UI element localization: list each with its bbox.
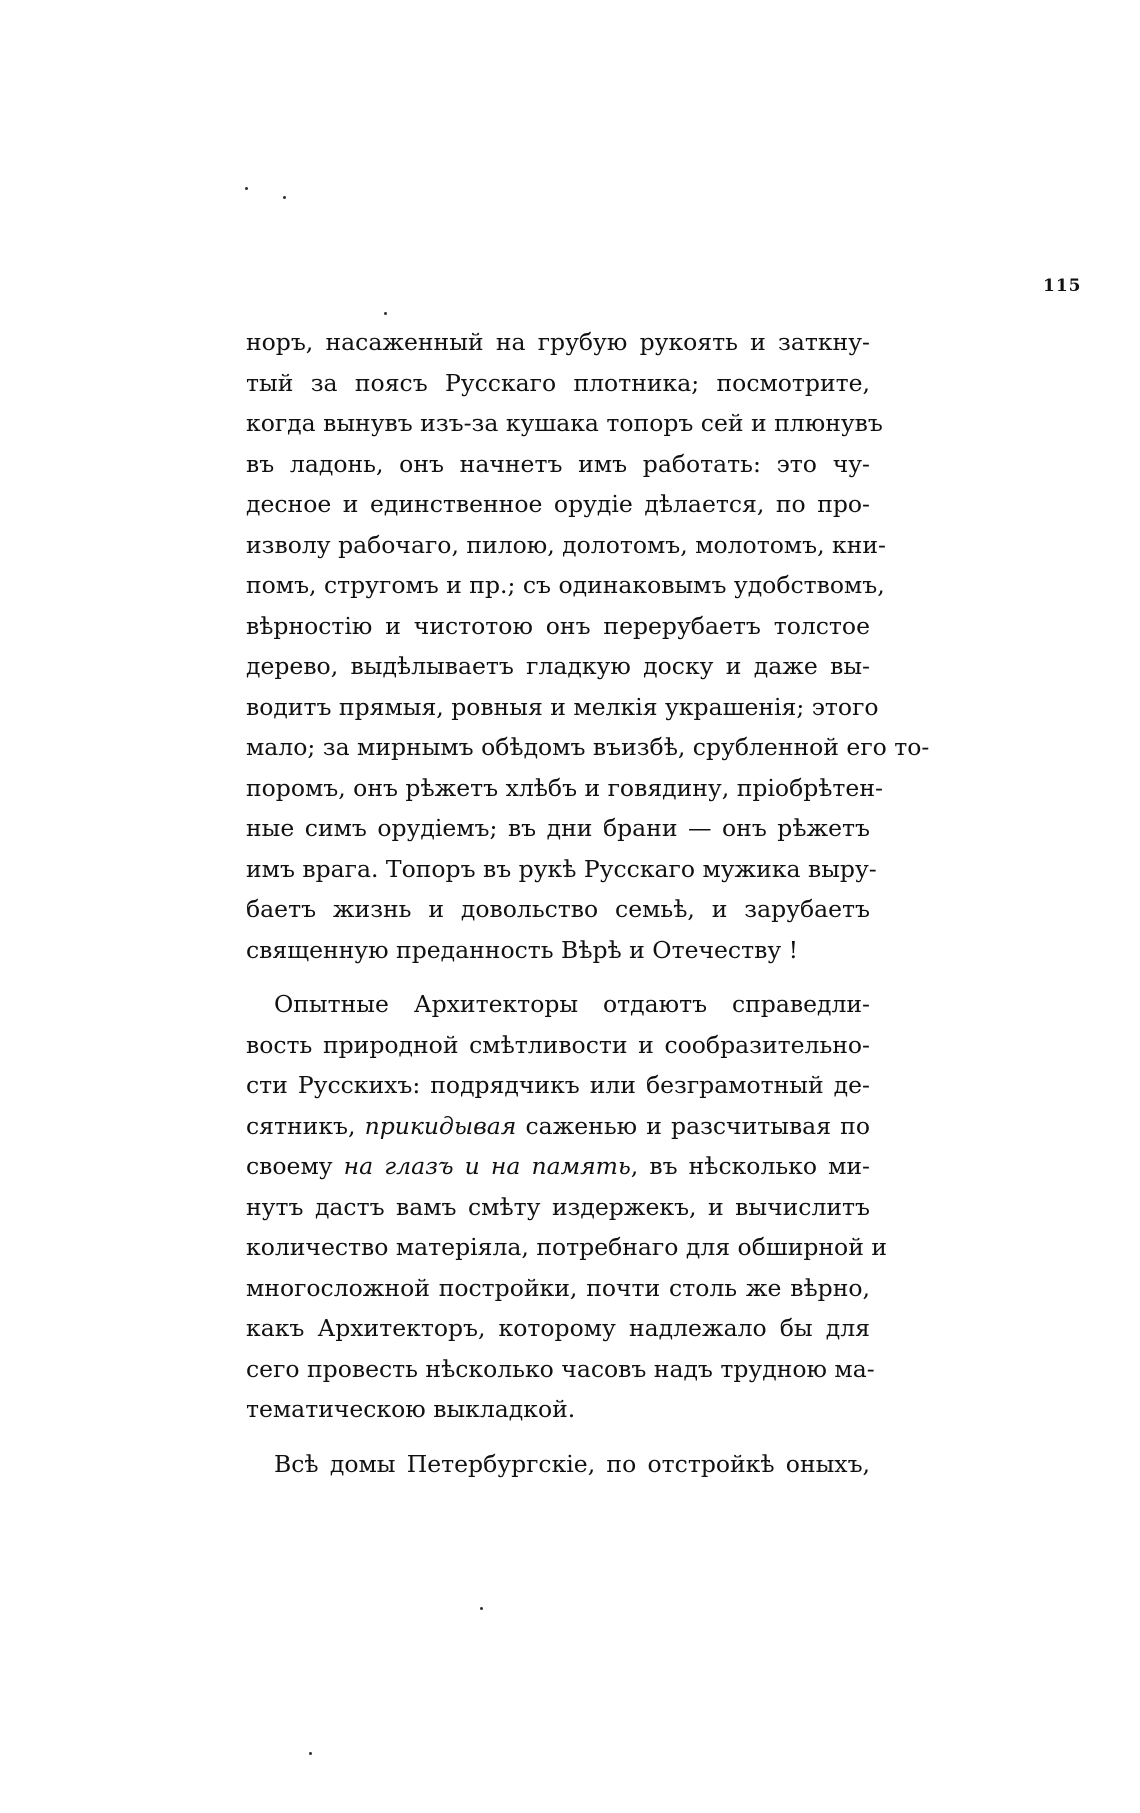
text-line: какъ Архитекторъ, которому надлежало бы для xyxy=(246,1314,870,1342)
italic-phrase: прикидывая xyxy=(364,1111,517,1140)
text-line: многосложной постройки, почти столь же вѣрно, xyxy=(246,1273,870,1302)
text-line: ные симъ орудіемъ; въ дни брани — онъ рѣжетъ xyxy=(246,814,870,842)
text-line: тематическою выкладкой. xyxy=(246,1395,576,1423)
text-line: сти Русскихъ: подрядчикъ или безграмотный де- xyxy=(246,1071,870,1099)
scan-speck xyxy=(309,1752,312,1755)
text-line: изволу рабочаго, пилою, долотомъ, молотомъ, кни- xyxy=(246,530,886,559)
text-line: вѣрностію и чистотою онъ перерубаетъ толстое xyxy=(246,611,870,640)
text-line: помъ, стругомъ и пр.; съ одинаковымъ удобствомъ, xyxy=(246,571,885,599)
text-line: тый за поясъ Русскаго плотника; посмотрите, xyxy=(246,368,870,397)
scan-speck xyxy=(283,196,286,199)
text-line: вость природной смѣтливости и сообразительно- xyxy=(246,1030,870,1059)
italic-phrase: на глазъ и на память xyxy=(343,1152,631,1180)
paragraph-1 xyxy=(246,322,930,970)
text-line: въ ладонь, онъ начнетъ имъ работать: это чу- xyxy=(246,449,870,478)
text-line: сятникъ, прикидывая саженью и разсчитывая по xyxy=(246,1111,870,1140)
text-line: количество матеріяла, потребнаго для обширной и xyxy=(246,1233,888,1261)
page-number: 115 xyxy=(1043,276,1082,296)
scan-speck xyxy=(245,187,248,190)
text-line: дерево, выдѣлываетъ гладкую доску и даже вы- xyxy=(246,652,870,680)
scan-speck xyxy=(480,1607,483,1610)
text-line: поромъ, онъ рѣжетъ хлѣбъ и говядину, пріобрѣтен- xyxy=(246,773,883,802)
scan-speck xyxy=(384,312,387,315)
paragraph-gap xyxy=(246,970,870,984)
paragraph-2 xyxy=(246,984,888,1430)
text-line: когда вынувъ изъ-за кушака топоръ сей и плюнувъ xyxy=(246,409,883,437)
text-line: норъ, насаженный на грубую рукоять и заткну- xyxy=(246,328,870,356)
text-line: баетъ жизнь и довольство семьѣ, и зарубаетъ xyxy=(246,895,870,923)
text-line: священную преданность Вѣрѣ и Отечеству ! xyxy=(246,935,799,964)
text-line: Опытные Архитекторы отдаютъ справедли- xyxy=(274,990,870,1018)
body-text xyxy=(246,322,930,1484)
paragraph-gap xyxy=(246,1430,870,1444)
paragraph-3 xyxy=(246,1444,870,1485)
text-line: нутъ дастъ вамъ смѣту издержекъ, и вычислитъ xyxy=(246,1192,870,1221)
text-line: Всѣ домы Петербургскіе, по отстройкѣ оныхъ, xyxy=(274,1449,870,1478)
text-line: водитъ прямыя, ровныя и мелкія украшенія; этого xyxy=(246,692,879,721)
text-line: своему на глазъ и на память, въ нѣсколько ми- xyxy=(246,1152,870,1180)
text-line: десное и единственное орудіе дѣлается, по про- xyxy=(246,490,870,518)
text-line: сего провесть нѣсколько часовъ надъ трудною ма- xyxy=(246,1354,875,1383)
text-line: мало; за мирнымъ обѣдомъ въизбѣ, срубленной его то- xyxy=(246,733,930,761)
text-line: имъ врага. Топоръ въ рукѣ Русскаго мужика выру- xyxy=(246,854,877,883)
